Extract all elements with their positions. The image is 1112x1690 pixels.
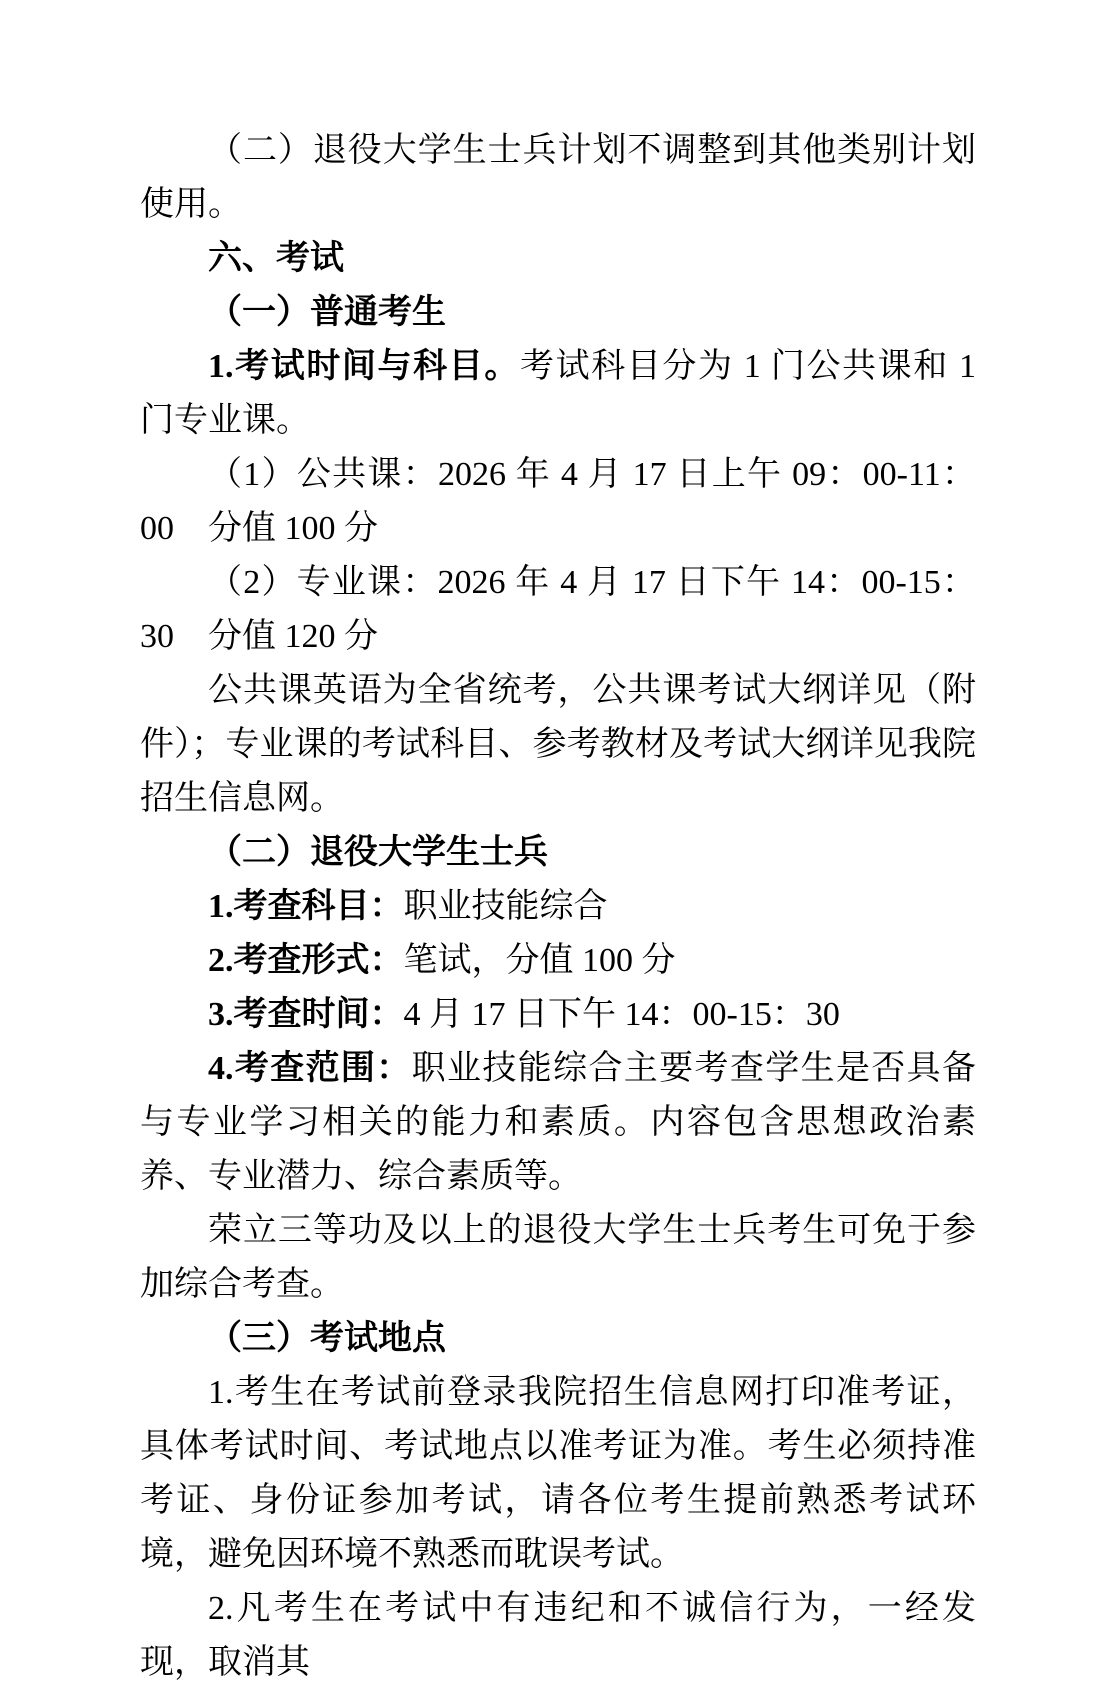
heading-veteran-soldiers: （二）退役大学生士兵 (208, 834, 548, 871)
paragraph-assess-scope (140, 1042, 976, 1204)
heading-section-six: 六、考试 (208, 240, 344, 277)
paragraph-assess-subject (140, 880, 976, 934)
paragraph-assess-time (140, 988, 976, 1042)
paragraph-exam-time-subjects (140, 340, 976, 448)
paragraph-assess-form-lead: 2.考查形式： (208, 942, 404, 979)
paragraph-merit-exemption: 荣立三等功及以上的退役大学生士兵考生可免于参加综合考查。 (140, 1212, 976, 1303)
heading-ordinary-candidates: （一）普通考生 (208, 294, 446, 331)
paragraph-assess-subject-rest: 职业技能综合 (403, 888, 608, 925)
paragraph-assess-time-lead: 3.考查时间： (208, 996, 404, 1033)
paragraph-assess-subject-lead: 1.考查科目： (208, 888, 404, 925)
paragraph-assess-form-rest: 笔试，分值 100 分 (403, 942, 676, 979)
heading-exam-location: （三）考试地点 (208, 1320, 446, 1357)
paragraph-assess-scope-lead: 4.考查范围： (208, 1050, 412, 1087)
paragraph-exam-time-lead: 1.考试时间与科目。 (208, 348, 520, 385)
paragraph-major-course: （2）专业课：2026 年 4 月 17 日下午 14：00-15：30 分值 120 分 (140, 564, 976, 655)
paragraph-admission-ticket: 1.考生在考试前登录我院招生信息网打印准考证，具体考试时间、考试地点以准考证为准。考生必须持准考证、身份证参加考试，请各位考生提前熟悉考试环境，避免因环境不熟悉而耽误考试。 (140, 1374, 976, 1573)
paragraph-syllabus-note: 公共课英语为全省统考，公共课考试大纲详见（附件）；专业课的考试科目、参考教材及考试大纲详见我院招生信息网。 (140, 672, 976, 817)
paragraph-assess-time-rest: 4 月 17 日下午 14：00-15：30 (403, 996, 840, 1033)
paragraph-public-course: （1）公共课：2026 年 4 月 17 日上午 09：00-11：00 分值 100 分 (140, 456, 976, 547)
paragraph-assess-scope-rest: 职业技能综合主要考查学生是否具备与专业学习相关的能力和素质。内容包含思想政治素养、专业潜力、综合素质等。 (140, 1050, 977, 1195)
document-body (140, 124, 976, 1690)
paragraph-veteran-plan: （二）退役大学生士兵计划不调整到其他类别计划使用。 (140, 132, 976, 223)
paragraph-assess-form (140, 934, 976, 988)
paragraph-exam-time-rest: 考试科目分为 1 门公共课和 1 门专业课。 (140, 348, 977, 439)
paragraph-violation: 2.凡考生在考试中有违纪和不诚信行为，一经发现，取消其 (140, 1590, 976, 1681)
